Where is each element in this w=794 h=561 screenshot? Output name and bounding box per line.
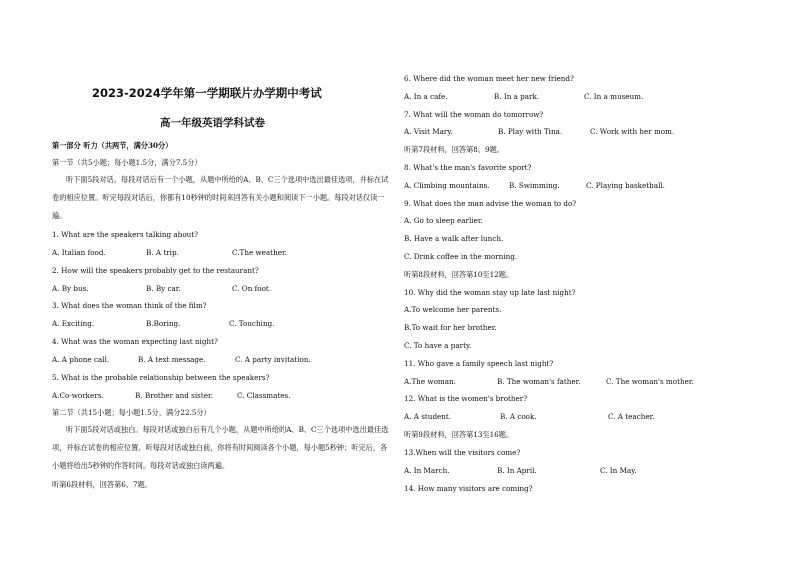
q4-option-c: C. A party invitation. bbox=[235, 355, 311, 364]
question-13: 13.When will the visitors come? bbox=[404, 448, 521, 457]
q1-option-b: B. A trip. bbox=[146, 248, 179, 257]
q6-option-a: A. In a cafe. bbox=[404, 92, 448, 101]
q5-option-a: A.Co-workers. bbox=[52, 391, 104, 400]
q7-option-a: A. Visit Mary. bbox=[404, 127, 453, 136]
exam-subtitle: 高一年级英语学科试卷 bbox=[160, 117, 265, 129]
q10-option-c: C. To have a party. bbox=[404, 341, 472, 350]
question-4: 4. What was the woman expecting last night? bbox=[52, 337, 218, 346]
section2-instructions: 听下面5段对话或独白。每段对话或独白后有几个小题，从题中所给的A、B、C三个选项中选出最佳选项，并标在试卷的相应位置。听每段对话或独白前，你将有时间阅读各个小题，每小题5秒钟；听完后，各小题将给出5秒钟的作答时间。每段对话或独白读两遍。 bbox=[52, 425, 389, 470]
q11-option-b: B. The woman's father. bbox=[497, 377, 581, 386]
question-8: 8. What's the man's favorite sport? bbox=[404, 163, 532, 172]
q2-option-c: C. On foot. bbox=[232, 284, 272, 293]
part1-heading: 第一部分 听力（共两节，满分30分） bbox=[52, 141, 173, 150]
q7-option-b: B. Play with Tina. bbox=[498, 127, 563, 136]
q1-option-c: C.The weather. bbox=[232, 248, 287, 257]
q11-option-a: A.The woman. bbox=[404, 377, 456, 386]
q12-option-c: C. A teacher. bbox=[608, 412, 655, 421]
q6-option-c: C. In a museum. bbox=[584, 92, 644, 101]
q5-option-c: C. Classmates. bbox=[237, 391, 291, 400]
section1-instructions: 听下面5段对话。每段对话后有一个小题，从题中所给的A、B、C三个选项中选出最佳选项，并标在试卷的相应位置。听完每段对话后，你都有10秒钟的时间来回答有关小题和阅读下一小题。每段对话仅读一遍。 bbox=[52, 175, 389, 220]
section2-heading: 第二节（共15小题；每小题1.5分，满分22.5分） bbox=[52, 408, 211, 417]
question-12: 12. What is the women's brother? bbox=[404, 394, 528, 403]
q12-option-b: B. A cook. bbox=[500, 412, 537, 421]
question-10: 10. Why did the woman stay up late last night? bbox=[404, 288, 576, 297]
q11-option-c: C. The woman's mother. bbox=[606, 377, 694, 386]
section1-heading: 第一节（共5小题；每小题1.5分，满分7.5分） bbox=[52, 158, 202, 167]
q2-option-b: B. By car. bbox=[146, 284, 181, 293]
question-6: 6. Where did the woman meet her new friend? bbox=[404, 74, 574, 83]
question-2: 2. How will the speakers probably get to the restaurant? bbox=[52, 266, 259, 275]
q8-option-c: C. Playing basketball. bbox=[586, 181, 665, 190]
q4-option-a: A. A phone call. bbox=[52, 355, 110, 364]
q9-option-a: A. Go to sleep earlier. bbox=[404, 216, 483, 225]
question-3: 3. What does the woman think of the film? bbox=[52, 301, 207, 310]
q13-option-b: B. In April. bbox=[497, 466, 537, 475]
exam-title: 2023-2024学年第一学期联片办学期中考试 bbox=[92, 86, 322, 100]
q10-option-b: B.To wait for her brother. bbox=[404, 323, 497, 332]
q3-option-b: B.Boring. bbox=[146, 319, 181, 328]
q12-option-a: A. A student. bbox=[404, 412, 452, 421]
listen-note-9: 听第9段材料，回答第13至16题。 bbox=[404, 430, 514, 439]
q6-option-b: B. In a park. bbox=[494, 92, 540, 101]
q10-option-a: A.To welcome her parents. bbox=[404, 305, 502, 314]
q1-option-a: A. Italian food. bbox=[52, 248, 106, 257]
listen-note-8: 听第8段材料，回答第10至12题。 bbox=[404, 270, 514, 279]
q4-option-b: B. A text message. bbox=[138, 355, 206, 364]
question-9: 9. What does the man advise the woman to do? bbox=[404, 199, 577, 208]
question-1: 1. What are the speakers talking about? bbox=[52, 230, 199, 239]
q9-option-b: B. Have a walk after lunch. bbox=[404, 234, 504, 243]
q5-option-b: B. Brother and sister. bbox=[135, 391, 213, 400]
q8-option-b: B. Swimming. bbox=[509, 181, 560, 190]
q13-option-a: A. In March. bbox=[404, 466, 450, 475]
q13-option-c: C. In May. bbox=[600, 466, 637, 475]
question-14: 14. How many visitors are coming? bbox=[404, 484, 533, 493]
question-11: 11. Who gave a family speech last night? bbox=[404, 359, 554, 368]
q8-option-a: A. Climbing mountains. bbox=[404, 181, 490, 190]
q9-option-c: C. Drink coffee in the morning. bbox=[404, 252, 518, 261]
question-5: 5. What is the probable relationship between the speakers? bbox=[52, 373, 270, 382]
q7-option-c: C. Work with her mom. bbox=[590, 127, 675, 136]
listen-note-6: 听第6段材料，回答第6、7题。 bbox=[52, 480, 152, 489]
question-7: 7. What will the woman do tomorrow? bbox=[404, 110, 544, 119]
q3-option-c: C. Touching. bbox=[229, 319, 275, 328]
q3-option-a: A. Exciting. bbox=[52, 319, 95, 328]
listen-note-7: 听第7段材料，回答第8、9题。 bbox=[404, 145, 504, 154]
q2-option-a: A. By bus. bbox=[52, 284, 89, 293]
